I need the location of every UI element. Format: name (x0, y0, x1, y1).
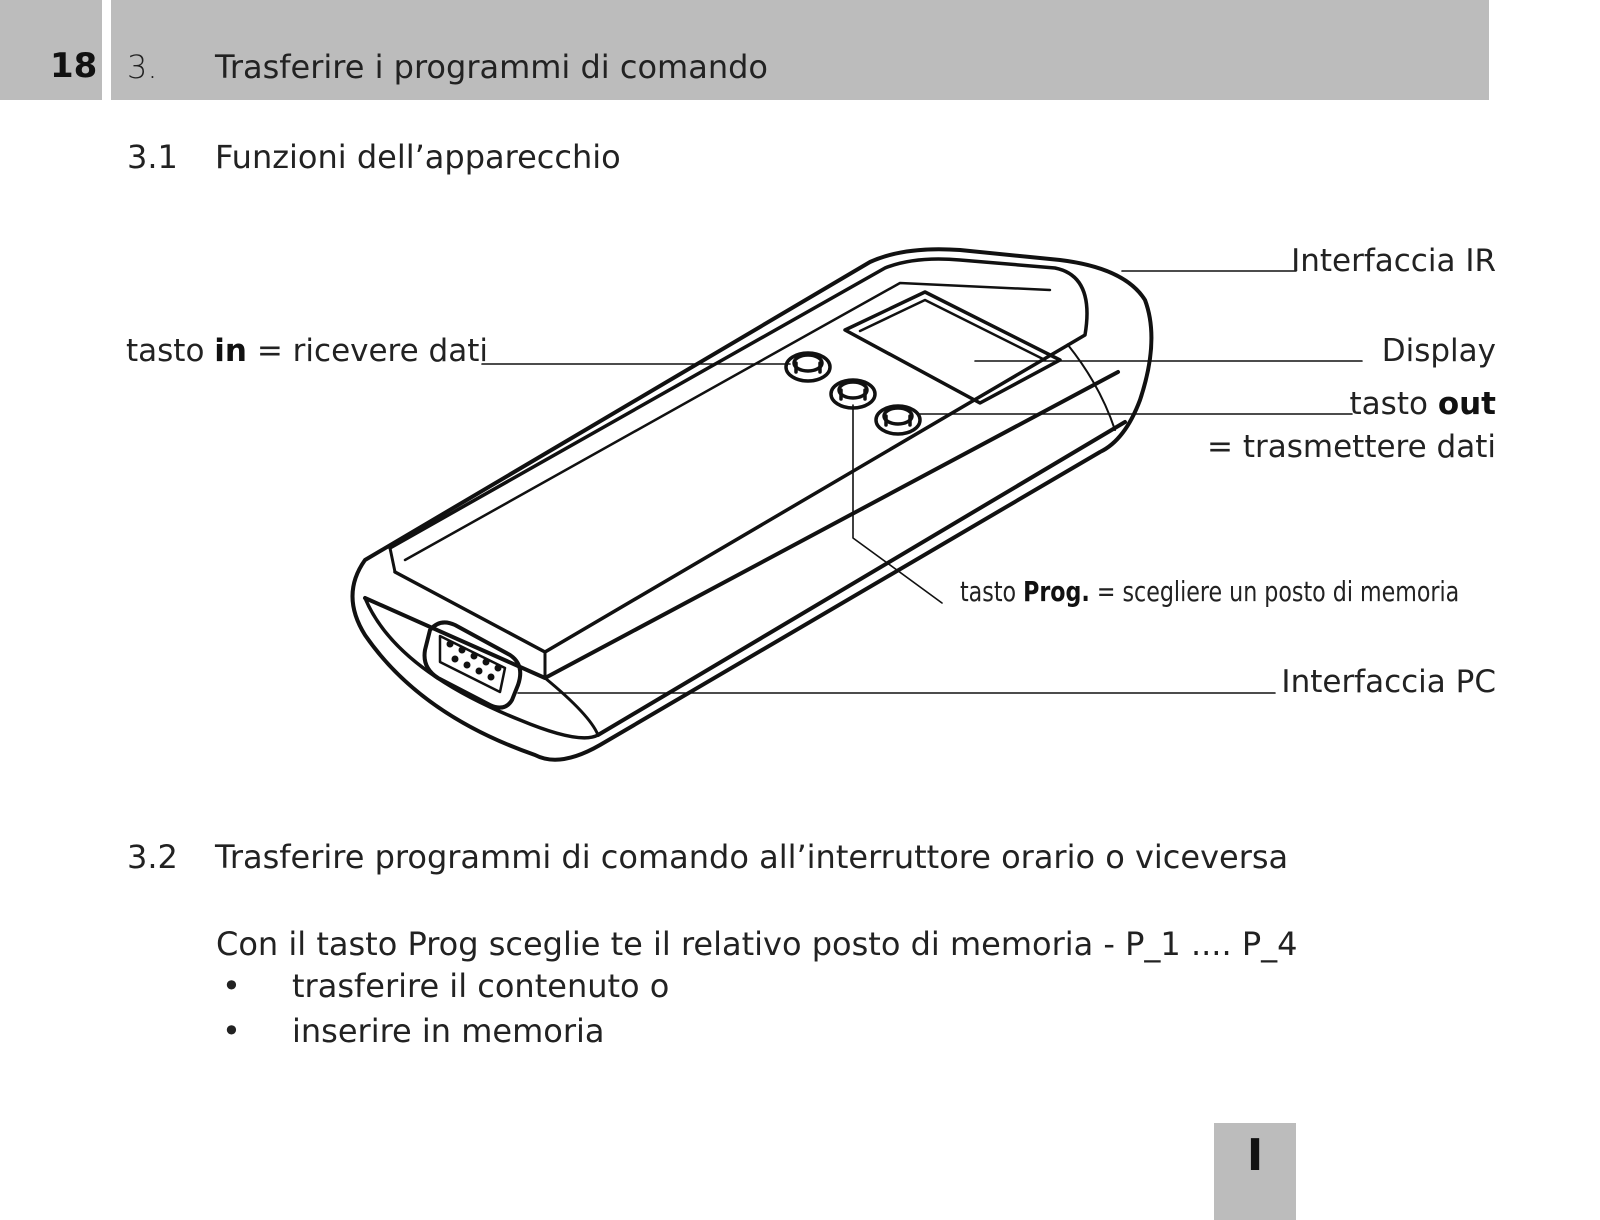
leader-lines (482, 271, 1362, 693)
bullet-icon: • (222, 967, 241, 1005)
display-window (845, 292, 1060, 403)
section-3-2-title: Trasferire programmi di comando all’interruttore orario o viceversa (215, 838, 1289, 876)
label-button-in: tasto in = ricevere dati (126, 333, 488, 369)
device-body-outline (353, 249, 1152, 759)
list-item-text: inserire in memoria (292, 1012, 605, 1050)
bullet-icon: • (222, 1012, 241, 1050)
page-number: 18 (50, 46, 98, 86)
label-pc-interface: Interfaccia PC (1281, 664, 1496, 700)
label-button-in-key: in (214, 333, 247, 369)
label-button-out: tasto out (1349, 386, 1496, 422)
section-3-2-number: 3.2 (127, 838, 178, 876)
section-3-1-title: Funzioni dell’apparecchio (215, 138, 621, 176)
button-in-icon (786, 353, 830, 381)
label-ir-interface: Interfaccia IR (1291, 243, 1496, 279)
label-button-out-description: = trasmettere dati (1207, 429, 1496, 465)
section-3-1-number: 3.1 (127, 138, 178, 176)
label-button-out-key: out (1437, 386, 1496, 422)
serial-port-icon (425, 622, 521, 707)
chapter-number: 3. (127, 48, 158, 86)
button-out-icon (876, 406, 920, 434)
button-prog-icon (831, 380, 875, 408)
language-tab-letter: I (1246, 1130, 1264, 1181)
label-display: Display (1381, 333, 1496, 369)
chapter-title: Trasferire i programmi di comando (215, 48, 768, 86)
section-3-2-intro: Con il tasto Prog sceglie te il relativo posto di memoria - P_1 .... P_4 (216, 925, 1298, 963)
label-button-prog: tasto Prog. = scegliere un posto di memoria (960, 575, 1460, 608)
list-item-text: trasferire il contenuto o (292, 967, 670, 1005)
label-button-prog-key: Prog. (1023, 575, 1090, 608)
